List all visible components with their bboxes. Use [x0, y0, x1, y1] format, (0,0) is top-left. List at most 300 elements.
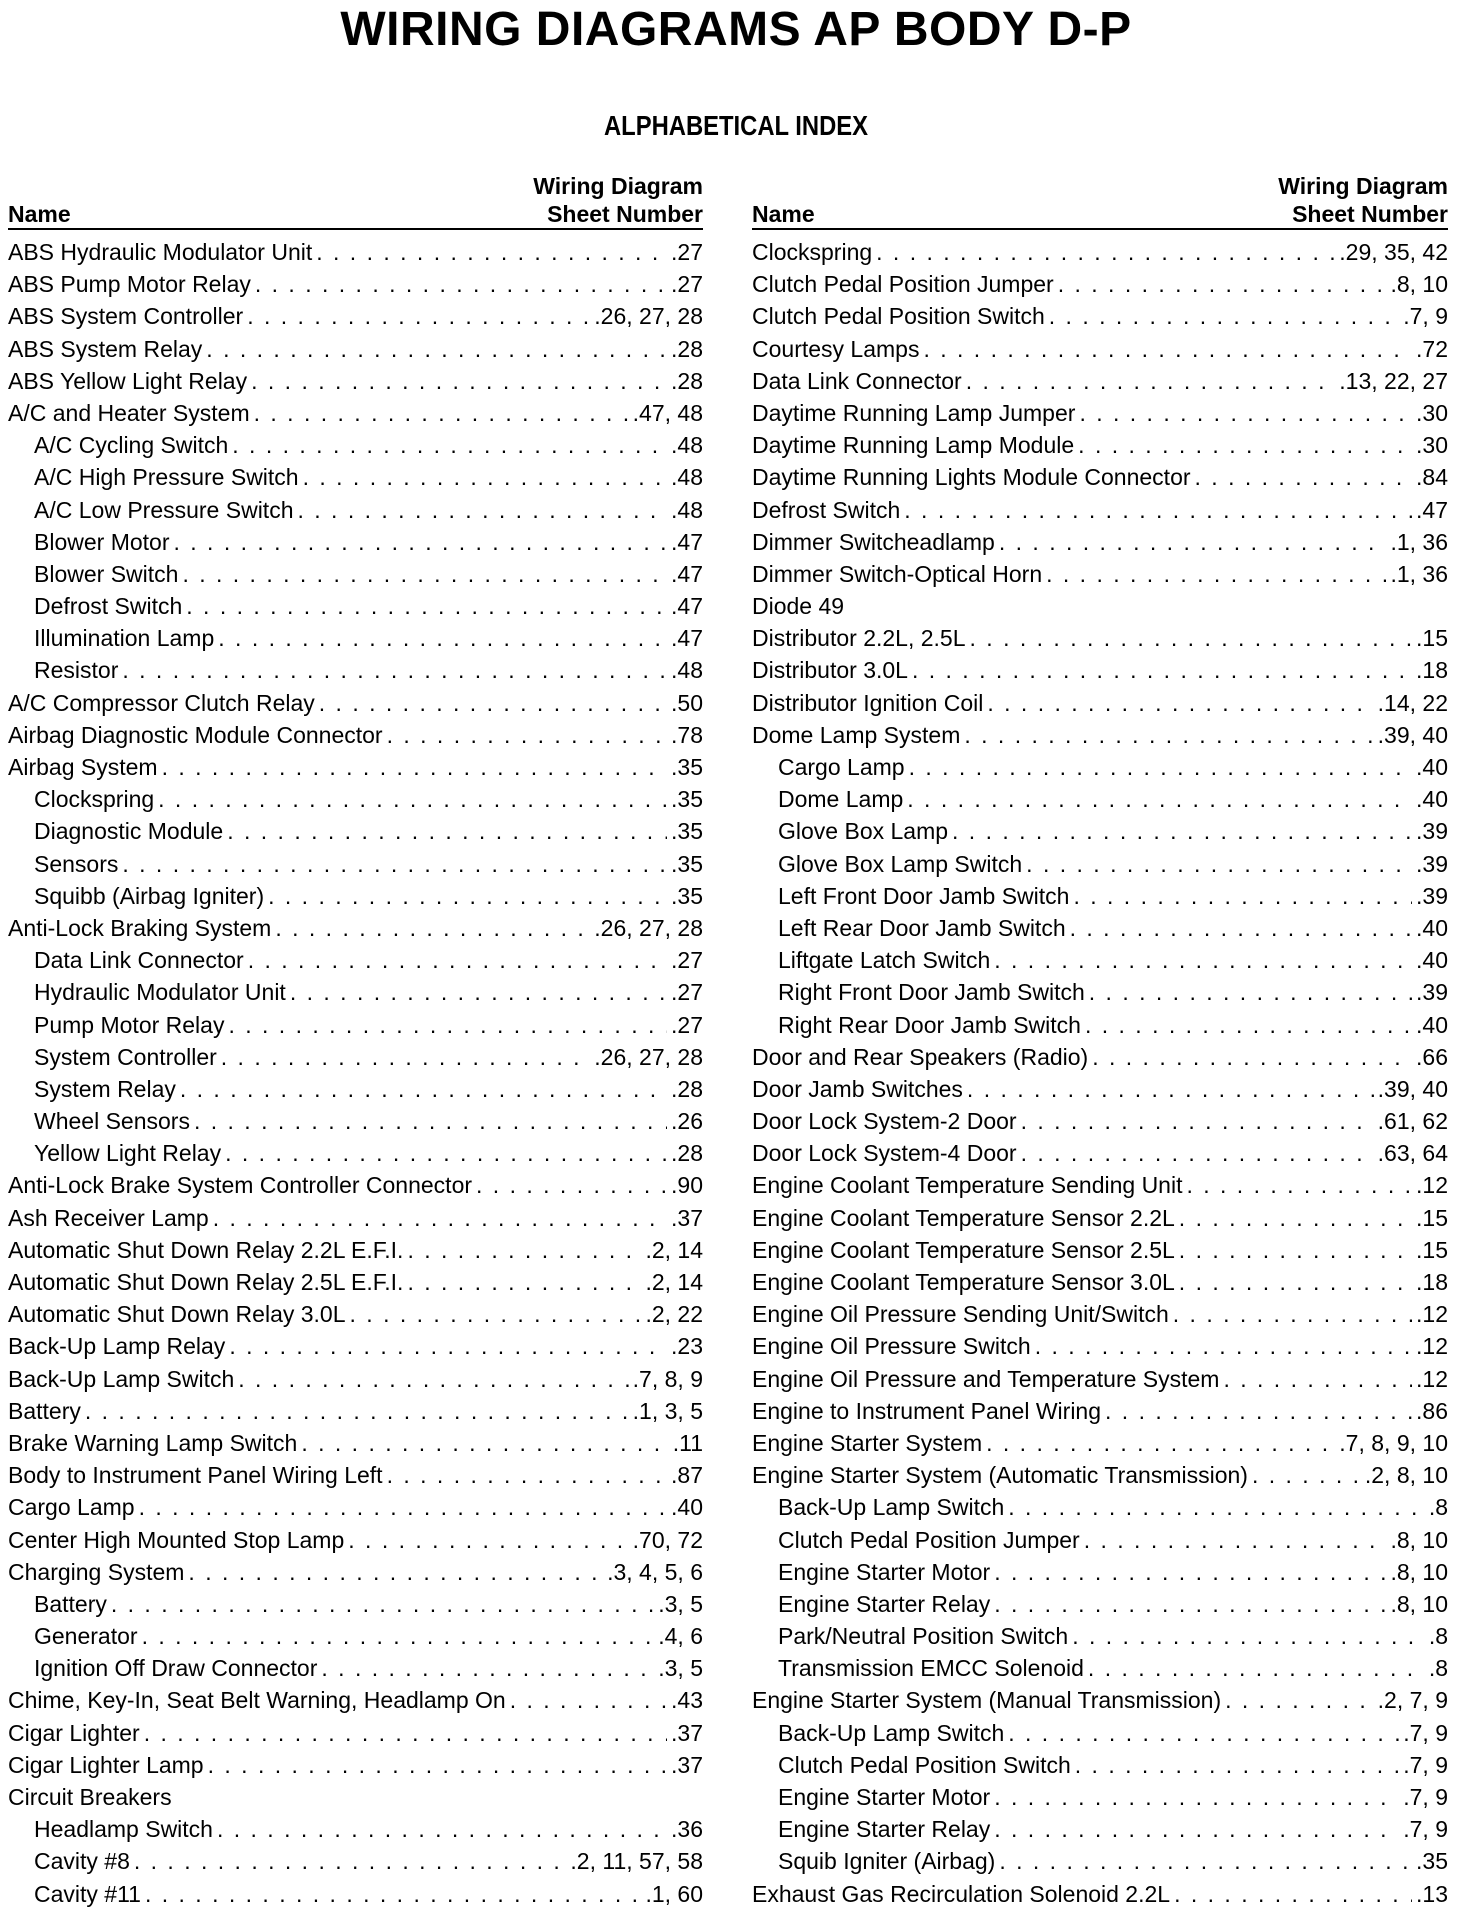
sheet-number-column-header	[1278, 172, 1448, 228]
index-entry	[8, 1395, 703, 1427]
index-list-left	[8, 236, 703, 1910]
entry-sheet-number: .35	[671, 786, 703, 813]
entry-sheet-number: .7, 9	[1403, 1751, 1448, 1778]
dot-leader	[1179, 1202, 1412, 1234]
entry-name: Left Front Door Jamb Switch	[778, 882, 1070, 909]
entry-sheet-number: .39, 40	[1377, 1075, 1448, 1102]
index-entry	[752, 494, 1448, 526]
index-entry	[8, 1717, 703, 1749]
entry-sheet-number: .66	[1416, 1043, 1448, 1070]
dot-leader	[1073, 880, 1412, 912]
entry-name: Engine Starter Relay	[778, 1590, 991, 1617]
entry-sheet-number: .90	[671, 1172, 703, 1199]
index-entry	[8, 558, 703, 590]
entry-sheet-number: .8	[1428, 1494, 1448, 1521]
entry-sheet-number: .1, 3, 5	[632, 1397, 703, 1424]
entry-name: Daytime Running Lights Module Connector	[752, 464, 1191, 491]
entry-name: Illumination Lamp	[34, 625, 215, 652]
entry-sheet-number: .39	[1416, 850, 1448, 877]
entry-sheet-number: .2, 7, 9	[1377, 1687, 1448, 1714]
entry-name: Pump Motor Relay	[34, 1011, 225, 1038]
entry-name: Daytime Running Lamp Module	[752, 432, 1075, 459]
entry-name: Cavity #11	[34, 1880, 141, 1907]
entry-sheet-number: .47	[1416, 496, 1448, 523]
entry-sheet-number: .40	[671, 1494, 703, 1521]
entry-name: Squibb (Airbag Igniter)	[34, 882, 265, 909]
entry-sheet-number: .12	[1416, 1172, 1448, 1199]
dot-leader	[251, 365, 667, 397]
entry-sheet-number: .3, 4, 5, 6	[607, 1558, 703, 1585]
index-entry	[8, 719, 703, 751]
entry-name: Center High Mounted Stop Lamp	[8, 1526, 345, 1553]
index-entry	[8, 1202, 703, 1234]
dot-leader	[268, 880, 667, 912]
index-entry	[752, 1041, 1448, 1073]
entry-sheet-number: .13	[1416, 1880, 1448, 1907]
index-entry	[8, 1073, 703, 1105]
entry-sheet-number: .47	[671, 593, 703, 620]
index-entry	[752, 1620, 1448, 1652]
index-entry	[752, 1266, 1448, 1298]
entry-name: Engine to Instrument Panel Wiring	[752, 1397, 1102, 1424]
index-entry	[752, 912, 1448, 944]
index-entry	[752, 1524, 1448, 1556]
entry-name: Cigar Lighter	[8, 1719, 140, 1746]
index-entry	[8, 1588, 703, 1620]
entry-name: Clutch Pedal Position Switch	[778, 1751, 1071, 1778]
entry-sheet-number: .78	[671, 721, 703, 748]
entry-name: Cigar Lighter Lamp	[8, 1751, 204, 1778]
entry-name: Engine Oil Pressure Sending Unit/Switch	[752, 1301, 1169, 1328]
entry-name: Back-Up Lamp Relay	[8, 1333, 226, 1360]
dot-leader	[85, 1395, 629, 1427]
entry-name: A/C and Heater System	[8, 399, 250, 426]
entry-sheet-number: .35	[1416, 1848, 1448, 1875]
entry-sheet-number: .15	[1416, 625, 1448, 652]
index-entry	[8, 848, 703, 880]
dot-leader	[987, 687, 1373, 719]
entry-sheet-number: .8, 10	[1390, 1558, 1448, 1585]
entry-sheet-number: .7, 9	[1403, 1816, 1448, 1843]
index-entry	[8, 1041, 703, 1073]
dot-leader	[407, 1266, 641, 1298]
index-entry	[752, 1845, 1448, 1877]
entry-name: ABS Yellow Light Relay	[8, 367, 248, 394]
dot-leader	[999, 1845, 1412, 1877]
index-entry	[752, 1459, 1448, 1491]
entry-sheet-number: .27	[671, 1011, 703, 1038]
entry-name: Ash Receiver Lamp	[8, 1204, 209, 1231]
entry-name: Defrost Switch	[34, 593, 183, 620]
dot-leader	[1078, 429, 1412, 461]
entry-sheet-number: .8, 10	[1390, 271, 1448, 298]
index-entry	[8, 912, 703, 944]
entry-sheet-number: .27	[671, 239, 703, 265]
index-entry	[752, 1105, 1448, 1137]
index-entry	[752, 654, 1448, 686]
entry-name: Engine Starter Motor	[778, 1558, 991, 1585]
index-entry	[8, 494, 703, 526]
dot-leader	[350, 1298, 642, 1330]
name-column-header: Name	[8, 201, 71, 227]
dot-leader	[194, 1105, 667, 1137]
index-entry	[8, 461, 703, 493]
sheet-header-line1: Wiring Diagram	[1278, 173, 1448, 199]
dot-leader	[182, 558, 667, 590]
entry-name: System Controller	[34, 1043, 217, 1070]
entry-sheet-number: .26, 27, 28	[594, 914, 703, 941]
entry-sheet-number: .30	[1416, 399, 1448, 426]
dot-leader	[248, 944, 667, 976]
dot-leader	[1179, 1266, 1412, 1298]
entry-name: Dimmer Switcheadlamp	[752, 528, 995, 555]
entry-sheet-number: .37	[671, 1751, 703, 1778]
entry-sheet-number: .40	[1416, 914, 1448, 941]
entry-sheet-number: .35	[671, 754, 703, 780]
entry-name: Clutch Pedal Position Jumper	[752, 271, 1054, 298]
entry-sheet-number: .12	[1416, 1365, 1448, 1392]
entry-name: Resistor	[34, 657, 119, 684]
entry-sheet-number: .35	[671, 850, 703, 877]
index-entry	[752, 1137, 1448, 1169]
entry-name: Body to Instrument Panel Wiring Left	[8, 1462, 383, 1489]
dot-leader	[227, 815, 667, 847]
index-entry	[8, 397, 703, 429]
entry-sheet-number: .28	[671, 1075, 703, 1102]
entry-name: Dome Lamp	[778, 786, 904, 813]
entry-sheet-number: .3, 5	[658, 1655, 703, 1682]
index-entry	[8, 1363, 703, 1395]
index-entry	[752, 1717, 1448, 1749]
dot-leader	[1008, 1491, 1425, 1523]
entry-name: Door Lock System-4 Door	[752, 1140, 1017, 1167]
entry-name: Circuit Breakers	[8, 1784, 172, 1810]
entry-sheet-number: .7, 9	[1403, 303, 1448, 330]
dot-leader	[1008, 1717, 1399, 1749]
entry-sheet-number: .39	[1416, 818, 1448, 845]
entry-name: Engine Starter System (Manual Transmission)	[752, 1687, 1222, 1714]
index-entry	[752, 1298, 1448, 1330]
entry-sheet-number: .39, 40	[1377, 721, 1448, 748]
dot-leader	[186, 590, 667, 622]
dot-leader	[476, 1169, 667, 1201]
dot-leader	[111, 1588, 654, 1620]
entry-sheet-number: .50	[671, 689, 703, 716]
entry-sheet-number: .12	[1416, 1333, 1448, 1360]
entry-name: Anti-Lock Brake System Controller Connector	[8, 1172, 473, 1199]
entry-name: Engine Oil Pressure and Temperature System	[752, 1365, 1220, 1392]
dot-leader	[876, 236, 1335, 268]
entry-sheet-number: .61, 62	[1377, 1108, 1448, 1135]
index-entry	[752, 1363, 1448, 1395]
dot-leader	[1225, 1684, 1374, 1716]
index-entry	[8, 944, 703, 976]
entry-sheet-number: .18	[1416, 1269, 1448, 1295]
index-entry	[8, 1781, 703, 1813]
index-entry	[8, 976, 703, 1008]
name-column-header: Name	[752, 201, 815, 227]
dot-leader	[1075, 1749, 1399, 1781]
index-entry	[8, 429, 703, 461]
dot-leader	[1173, 1298, 1412, 1330]
entry-sheet-number: .8, 10	[1390, 1526, 1448, 1553]
column-header	[8, 168, 703, 230]
dot-leader	[145, 1878, 641, 1910]
entry-sheet-number: .29, 35, 42	[1339, 239, 1448, 265]
index-entry	[8, 687, 703, 719]
entry-name: Back-Up Lamp Switch	[778, 1719, 1005, 1746]
index-entry	[8, 1009, 703, 1041]
entry-name: Engine Starter System (Automatic Transmission)	[752, 1462, 1248, 1489]
entry-sheet-number: .18	[1416, 657, 1448, 684]
index-entry	[752, 1556, 1448, 1588]
dot-leader	[1046, 558, 1386, 590]
index-entry	[8, 590, 703, 622]
dot-leader	[134, 1845, 567, 1877]
index-column-left	[8, 168, 703, 1910]
dot-leader	[1079, 397, 1412, 429]
dot-leader	[225, 1137, 667, 1169]
entry-name: Cavity #8	[34, 1848, 130, 1875]
entry-sheet-number: .47, 48	[632, 399, 703, 426]
dot-leader	[510, 1684, 667, 1716]
entry-sheet-number: .72	[1416, 335, 1448, 362]
index-column-right	[752, 168, 1448, 1910]
entry-sheet-number: .2, 14	[645, 1269, 703, 1295]
entry-name: Headlamp Switch	[34, 1816, 213, 1843]
dot-leader	[158, 783, 667, 815]
entry-name: Squib Igniter (Airbag)	[778, 1848, 996, 1875]
dot-leader	[238, 1363, 628, 1395]
index-entry	[752, 558, 1448, 590]
entry-sheet-number: .15	[1416, 1236, 1448, 1263]
entry-name: ABS Hydraulic Modulator Unit	[8, 239, 313, 265]
entry-name: Charging System	[8, 1558, 185, 1585]
dot-leader	[1070, 912, 1412, 944]
entry-name: Engine Coolant Temperature Sensor 3.0L	[752, 1269, 1175, 1295]
entry-sheet-number: .23	[671, 1333, 703, 1360]
dot-leader	[206, 333, 667, 365]
entry-sheet-number: .2, 14	[645, 1236, 703, 1263]
entry-sheet-number: .84	[1416, 464, 1448, 491]
index-entry	[752, 1169, 1448, 1201]
index-entry	[752, 880, 1448, 912]
dot-leader	[994, 1813, 1399, 1845]
index-entry	[8, 1652, 703, 1684]
index-entry	[752, 815, 1448, 847]
dot-leader	[923, 333, 1412, 365]
index-entry	[752, 1781, 1448, 1813]
entry-name: Cargo Lamp	[8, 1494, 135, 1521]
dot-leader	[904, 494, 1412, 526]
index-entry	[8, 622, 703, 654]
dot-leader	[407, 1234, 641, 1266]
index-entry	[8, 1330, 703, 1362]
entry-sheet-number: .48	[671, 657, 703, 684]
index-entry	[8, 815, 703, 847]
dot-leader	[122, 654, 667, 686]
entry-name: Exhaust Gas Recirculation Solenoid 2.2L	[752, 1880, 1171, 1907]
index-entry	[752, 783, 1448, 815]
dot-leader	[907, 783, 1412, 815]
dot-leader	[218, 622, 667, 654]
entry-name: Left Rear Door Jamb Switch	[778, 914, 1066, 941]
index-entry	[752, 751, 1448, 783]
index-entry	[752, 944, 1448, 976]
dot-leader	[229, 1330, 667, 1362]
entry-name: Distributor 2.2L, 2.5L	[752, 625, 966, 652]
entry-sheet-number: .8	[1428, 1623, 1448, 1650]
entry-name: Data Link Connector	[752, 367, 962, 394]
entry-sheet-number: .7, 8, 9	[632, 1365, 703, 1392]
dot-leader	[228, 1009, 667, 1041]
index-entry	[752, 719, 1448, 751]
dot-leader	[316, 236, 667, 268]
dot-leader	[964, 719, 1373, 751]
dot-leader	[986, 1427, 1335, 1459]
entry-sheet-number: .39	[1416, 979, 1448, 1006]
entry-sheet-number: .27	[671, 947, 703, 974]
entry-sheet-number: .28	[671, 367, 703, 394]
entry-sheet-number: .11	[672, 1429, 703, 1456]
dot-leader	[348, 1524, 628, 1556]
entry-sheet-number: .63, 64	[1377, 1140, 1448, 1167]
column-header	[752, 168, 1448, 230]
entry-name: Dome Lamp System	[752, 721, 961, 748]
entry-name: Glove Box Lamp	[778, 818, 949, 845]
entry-sheet-number: .70, 72	[632, 1526, 703, 1553]
entry-sheet-number: .1, 36	[1390, 560, 1448, 587]
entry-name: Hydraulic Modulator Unit	[34, 979, 286, 1006]
dot-leader	[303, 461, 667, 493]
sheet-number-column-header	[533, 172, 703, 228]
entry-sheet-number: .28	[671, 1140, 703, 1167]
entry-sheet-number: .14, 22	[1377, 689, 1448, 716]
entry-name: A/C Cycling Switch	[34, 432, 229, 459]
dot-leader	[180, 1073, 667, 1105]
entry-name: Airbag Diagnostic Module Connector	[8, 721, 383, 748]
index-entry	[752, 1588, 1448, 1620]
entry-name: Clutch Pedal Position Jumper	[778, 1526, 1080, 1553]
index-entry	[8, 1105, 703, 1137]
entry-sheet-number: .40	[1416, 754, 1448, 780]
entry-name: Battery	[34, 1590, 107, 1617]
entry-name: Airbag System	[8, 754, 158, 780]
dot-leader	[1084, 1524, 1387, 1556]
entry-sheet-number: .40	[1416, 786, 1448, 813]
entry-name: Data Link Connector	[34, 947, 244, 974]
dot-leader	[909, 751, 1412, 783]
entry-name: Door Jamb Switches	[752, 1075, 963, 1102]
entry-name: ABS Pump Motor Relay	[8, 271, 251, 298]
entry-sheet-number: .48	[671, 464, 703, 491]
entry-name: Distributor 3.0L	[752, 657, 908, 684]
entry-sheet-number: .39	[1416, 882, 1448, 909]
dot-leader	[1223, 1363, 1412, 1395]
index-entry	[8, 526, 703, 558]
entry-sheet-number: .7, 9	[1403, 1719, 1448, 1746]
index-entry	[752, 848, 1448, 880]
index-entry	[8, 1298, 703, 1330]
sheet-header-line1: Wiring Diagram	[533, 173, 703, 199]
entry-sheet-number: .40	[1416, 1011, 1448, 1038]
entry-sheet-number: .35	[671, 882, 703, 909]
entry-sheet-number: .8	[1428, 1655, 1448, 1682]
dot-leader	[912, 654, 1412, 686]
index-entry	[752, 429, 1448, 461]
dot-leader	[967, 1073, 1374, 1105]
dot-leader	[1186, 1169, 1412, 1201]
index-entry	[752, 397, 1448, 429]
entry-name: A/C Compressor Clutch Relay	[8, 689, 315, 716]
dot-leader	[387, 1459, 667, 1491]
entry-sheet-number: .3, 5	[658, 1590, 703, 1617]
entry-name: Engine Oil Pressure Switch	[752, 1333, 1031, 1360]
entry-name: Engine Starter Motor	[778, 1784, 991, 1810]
index-entry	[8, 1169, 703, 1201]
entry-name: Cargo Lamp	[778, 754, 905, 780]
dot-leader	[217, 1813, 667, 1845]
dot-leader	[275, 912, 590, 944]
index-entry	[8, 1620, 703, 1652]
dot-leader	[1035, 1330, 1412, 1362]
dot-leader	[1105, 1395, 1412, 1427]
index-entry	[752, 590, 1448, 622]
entry-name: A/C High Pressure Switch	[34, 464, 299, 491]
entry-name: Defrost Switch	[752, 496, 901, 523]
dot-leader	[994, 1588, 1386, 1620]
entry-name: Battery	[8, 1397, 81, 1424]
dot-leader	[247, 300, 590, 332]
entry-name: Dimmer Switch-Optical Horn	[752, 560, 1043, 587]
dot-leader	[319, 687, 667, 719]
index-entry	[8, 1491, 703, 1523]
dot-leader	[1058, 268, 1387, 300]
entry-sheet-number: .26, 27, 28	[594, 303, 703, 330]
entry-sheet-number: .48	[671, 432, 703, 459]
index-entry	[8, 1266, 703, 1298]
entry-name: Anti-Lock Braking System	[8, 914, 272, 941]
index-entry	[752, 461, 1448, 493]
entry-sheet-number: .37	[671, 1204, 703, 1231]
dot-leader	[144, 1717, 667, 1749]
index-entry	[752, 1652, 1448, 1684]
index-entry	[8, 236, 703, 268]
entry-name: Glove Box Lamp Switch	[778, 850, 1023, 877]
entry-name: Clockspring	[752, 239, 873, 265]
index-entry	[8, 880, 703, 912]
dot-leader	[208, 1749, 667, 1781]
dot-leader	[297, 494, 667, 526]
entry-sheet-number: .28	[671, 335, 703, 362]
entry-sheet-number: .1, 36	[1390, 528, 1448, 555]
dot-leader	[1089, 976, 1412, 1008]
entry-name: Distributor Ignition Coil	[752, 689, 984, 716]
entry-name: Engine Coolant Temperature Sensor 2.5L	[752, 1236, 1175, 1263]
dot-leader	[1179, 1234, 1412, 1266]
index-entry	[8, 1749, 703, 1781]
entry-name: Sensors	[34, 850, 119, 877]
entry-sheet-number: .87	[671, 1462, 703, 1489]
dot-leader	[139, 1491, 667, 1523]
index-entry	[8, 783, 703, 815]
entry-name: Right Front Door Jamb Switch	[778, 979, 1085, 1006]
index-entry	[752, 333, 1448, 365]
index-entry	[8, 1459, 703, 1491]
dot-leader	[999, 526, 1387, 558]
entry-name: Back-Up Lamp Switch	[8, 1365, 235, 1392]
index-entry	[8, 1813, 703, 1845]
